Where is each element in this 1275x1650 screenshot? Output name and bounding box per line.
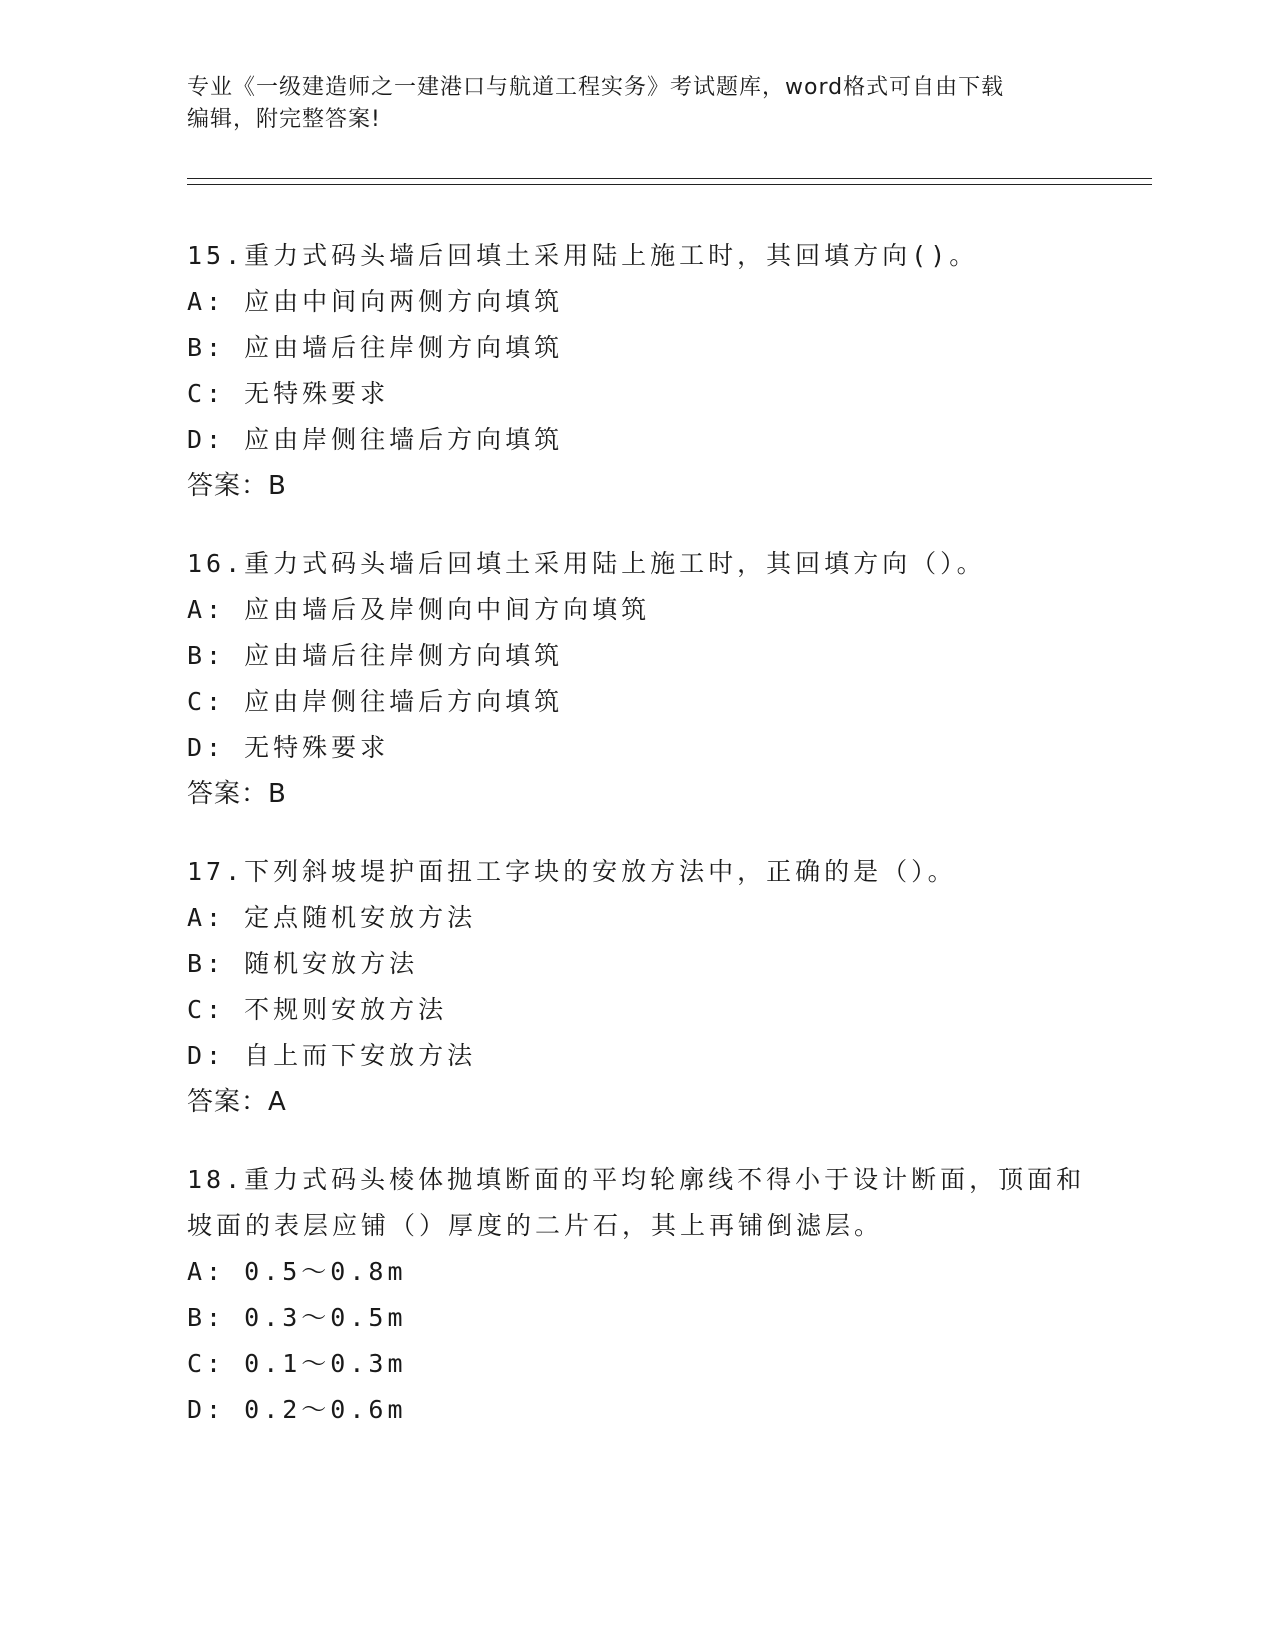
option-a: A: 应由中间向两侧方向填筑 <box>187 287 564 316</box>
header-line-2: 编辑，附完整答案! <box>187 107 381 132</box>
document-header <box>187 72 1087 136</box>
option-a: A: 应由墙后及岸侧向中间方向填筑 <box>187 595 651 624</box>
answer-label: 答案：A <box>187 1087 287 1117</box>
option-d: D: 0.2～0.6m <box>187 1395 407 1424</box>
answer-label: 答案：B <box>187 471 287 501</box>
option-c: C: 不规则安放方法 <box>187 995 448 1024</box>
question-16 <box>187 541 1087 817</box>
question-stem-line-2: 坡面的表层应铺（）厚度的二片石，其上再铺倒滤层。 <box>187 1211 884 1240</box>
option-d: D: 自上而下安放方法 <box>187 1041 477 1070</box>
question-stem-line-1: 18.重力式码头棱体抛填断面的平均轮廓线不得小于设计断面，顶面和 <box>187 1165 1086 1194</box>
option-b: B: 应由墙后往岸侧方向填筑 <box>187 641 564 670</box>
option-d: D: 无特殊要求 <box>187 733 390 762</box>
option-b: B: 应由墙后往岸侧方向填筑 <box>187 333 564 362</box>
option-d: D: 应由岸侧往墙后方向填筑 <box>187 425 564 454</box>
question-stem: 15.重力式码头墙后回填土采用陆上施工时，其回填方向()。 <box>187 241 979 270</box>
option-a: A: 0.5～0.8m <box>187 1257 407 1286</box>
question-stem: 16.重力式码头墙后回填土采用陆上施工时，其回填方向（）。 <box>187 549 986 578</box>
answer-label: 答案：B <box>187 779 287 809</box>
question-15 <box>187 233 1087 509</box>
option-b: B: 随机安放方法 <box>187 949 419 978</box>
option-c: C: 无特殊要求 <box>187 379 390 408</box>
option-a: A: 定点随机安放方法 <box>187 903 477 932</box>
option-c: C: 应由岸侧往墙后方向填筑 <box>187 687 564 716</box>
question-stem: 17.下列斜坡堤护面扭工字块的安放方法中，正确的是（）。 <box>187 857 957 886</box>
header-line-1: 专业《一级建造师之一建港口与航道工程实务》考试题库，word格式可自由下载 <box>187 75 1005 100</box>
option-c: C: 0.1～0.3m <box>187 1349 407 1378</box>
header-double-rule <box>187 178 1152 185</box>
question-list <box>187 233 1087 1465</box>
question-17 <box>187 849 1087 1125</box>
option-b: B: 0.3～0.5m <box>187 1303 407 1332</box>
question-18 <box>187 1157 1087 1433</box>
